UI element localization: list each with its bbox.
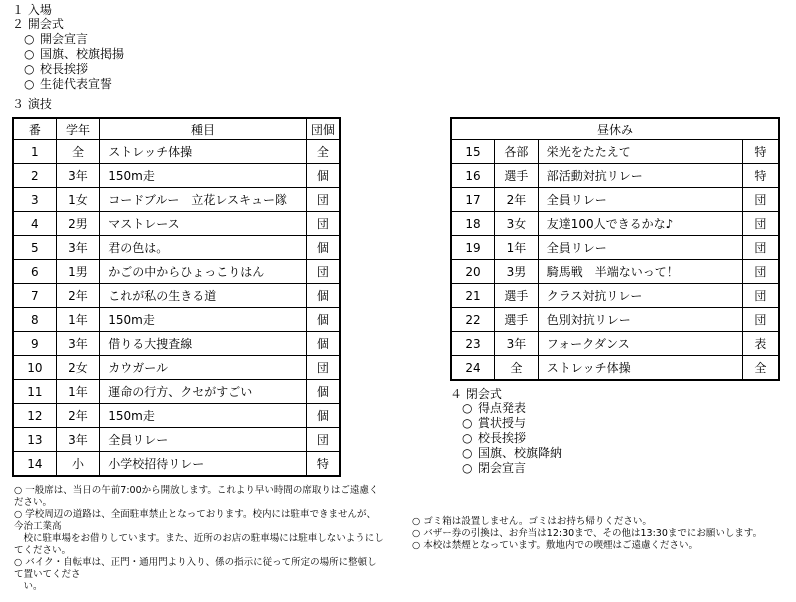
cell-event: ストレッチ体操 — [538, 356, 742, 381]
cell-grade: 1年 — [56, 380, 99, 404]
cell-number: 5 — [13, 236, 56, 260]
cell-type: 団 — [742, 212, 779, 236]
cell-event: カウガール — [100, 356, 306, 380]
cell-grade: 選手 — [495, 308, 539, 332]
cell-event: 全員リレー — [100, 428, 306, 452]
cell-number: 4 — [13, 212, 56, 236]
section-opening: ２ 開会式 — [12, 17, 64, 31]
cell-type: 個 — [306, 308, 340, 332]
list-item: ○ 開会宣言 — [24, 32, 89, 46]
table-row — [13, 284, 340, 308]
cell-type: 団 — [742, 308, 779, 332]
table-row — [451, 188, 779, 212]
cell-event: 騎馬戦 半端ないって！ — [538, 260, 742, 284]
cell-type: 特 — [742, 140, 779, 164]
table-row — [451, 284, 779, 308]
header-grade: 学年 — [56, 118, 99, 140]
cell-event: 色別対抗リレー — [538, 308, 742, 332]
table-row — [13, 260, 340, 284]
cell-type: 個 — [306, 404, 340, 428]
table-row — [13, 308, 340, 332]
table-row — [451, 140, 779, 164]
table-row — [451, 356, 779, 381]
table-row — [13, 236, 340, 260]
cell-event: 君の色は。 — [100, 236, 306, 260]
cell-type: 団 — [306, 188, 340, 212]
cell-grade: 選手 — [495, 284, 539, 308]
notes-left — [14, 485, 384, 593]
cell-event: 栄光をたたえて — [538, 140, 742, 164]
header-type: 団個 — [306, 118, 340, 140]
cell-grade: 3年 — [56, 332, 99, 356]
list-item: ○ 国旗、校旗掲揚 — [24, 47, 125, 61]
cell-grade: 2年 — [56, 284, 99, 308]
cell-event: マストレース — [100, 212, 306, 236]
list-item: ○ 校長挨拶 — [462, 431, 527, 445]
cell-type: 個 — [306, 284, 340, 308]
cell-event: 小学校招待リレー — [100, 452, 306, 477]
cell-type: 個 — [306, 332, 340, 356]
table-row — [13, 380, 340, 404]
note: 校に駐車場をお借りしています。また、近所のお店の駐車場には駐車しないようにしてください。 — [14, 533, 384, 556]
table-row — [13, 164, 340, 188]
note: ○ 一般席は、当日の午前7:00から開放します。これより早い時間の席取りはご遠慮ください。 — [14, 485, 379, 508]
cell-grade: 3年 — [56, 236, 99, 260]
header-number: 番 — [13, 118, 56, 140]
table-row — [451, 212, 779, 236]
cell-grade: 1年 — [56, 308, 99, 332]
cell-type: 個 — [306, 236, 340, 260]
list-item: ○ 国旗、校旗降納 — [462, 446, 563, 460]
table-row — [451, 260, 779, 284]
cell-number: 10 — [13, 356, 56, 380]
cell-type: 個 — [306, 164, 340, 188]
cell-grade: 各部 — [495, 140, 539, 164]
cell-number: 11 — [13, 380, 56, 404]
table-header-row — [451, 118, 779, 140]
cell-event: 友達100人できるかな♪ — [538, 212, 742, 236]
note: ○ バザー券の引換は、お弁当は12:30まで、その他は13:30までにお願いします。 — [412, 528, 763, 539]
cell-grade: 3年 — [495, 332, 539, 356]
cell-grade: 2男 — [56, 212, 99, 236]
cell-type: 団 — [742, 236, 779, 260]
cell-number: 2 — [13, 164, 56, 188]
cell-type: 団 — [742, 260, 779, 284]
table-row — [13, 212, 340, 236]
cell-number: 24 — [451, 356, 495, 381]
opening-items-list — [24, 32, 124, 92]
cell-grade: 2年 — [56, 404, 99, 428]
table-row — [13, 404, 340, 428]
cell-event: 150m走 — [100, 404, 306, 428]
cell-type: 団 — [306, 356, 340, 380]
note: ○ バイク・自転車は、正門・通用門より入り、係の指示に従って所定の場所に整頓して置いてくださ — [14, 557, 377, 580]
table-row — [13, 332, 340, 356]
cell-grade: 3年 — [56, 428, 99, 452]
cell-event: クラス対抗リレー — [538, 284, 742, 308]
cell-grade: 3女 — [495, 212, 539, 236]
cell-type: 個 — [306, 380, 340, 404]
header-lunch-break: 昼休み — [451, 118, 779, 140]
cell-event: 借りる大捜査線 — [100, 332, 306, 356]
cell-type: 団 — [306, 212, 340, 236]
cell-event: フォークダンス — [538, 332, 742, 356]
cell-event: 運命の行方、クセがすごい — [100, 380, 306, 404]
table-row — [451, 332, 779, 356]
table-row — [451, 164, 779, 188]
cell-event: 150m走 — [100, 164, 306, 188]
cell-event: 部活動対抗リレー — [538, 164, 742, 188]
program-table-left — [12, 117, 341, 477]
cell-grade: 1男 — [56, 260, 99, 284]
list-item: ○ 生徒代表宣誓 — [24, 77, 113, 91]
cell-grade: 3男 — [495, 260, 539, 284]
table-header-row — [13, 118, 340, 140]
cell-number: 16 — [451, 164, 495, 188]
cell-event: コードブルー 立花レスキュー隊 — [100, 188, 306, 212]
cell-number: 9 — [13, 332, 56, 356]
cell-grade: 選手 — [495, 164, 539, 188]
cell-event: これが私の生きる道 — [100, 284, 306, 308]
cell-event: かごの中からひょっこりはん — [100, 260, 306, 284]
cell-grade: 全 — [495, 356, 539, 381]
table-row — [13, 452, 340, 477]
table-row — [13, 188, 340, 212]
cell-grade: 2年 — [495, 188, 539, 212]
table-row — [13, 140, 340, 164]
note: い。 — [14, 581, 43, 592]
cell-number: 7 — [13, 284, 56, 308]
cell-number: 22 — [451, 308, 495, 332]
cell-number: 21 — [451, 284, 495, 308]
list-item: ○ 閉会宣言 — [462, 461, 527, 475]
table-row — [451, 236, 779, 260]
program-table-right — [450, 117, 780, 381]
cell-grade: 小 — [56, 452, 99, 477]
cell-type: 表 — [742, 332, 779, 356]
section-entrance: １ 入場 — [12, 3, 52, 17]
cell-grade: 全 — [56, 140, 99, 164]
cell-grade: 1年 — [495, 236, 539, 260]
cell-type: 全 — [306, 140, 340, 164]
cell-type: 団 — [306, 428, 340, 452]
table-row — [13, 428, 340, 452]
cell-number: 14 — [13, 452, 56, 477]
section-closing: ４ 閉会式 — [450, 387, 502, 401]
list-item: ○ 賞状授与 — [462, 416, 527, 430]
cell-number: 1 — [13, 140, 56, 164]
list-item: ○ 校長挨拶 — [24, 62, 89, 76]
cell-event: ストレッチ体操 — [100, 140, 306, 164]
cell-type: 全 — [742, 356, 779, 381]
notes-right — [412, 516, 782, 552]
cell-type: 団 — [742, 284, 779, 308]
cell-type: 団 — [742, 188, 779, 212]
cell-number: 15 — [451, 140, 495, 164]
list-item: ○ 得点発表 — [462, 401, 527, 415]
cell-event: 全員リレー — [538, 236, 742, 260]
cell-grade: 1女 — [56, 188, 99, 212]
cell-number: 23 — [451, 332, 495, 356]
cell-number: 6 — [13, 260, 56, 284]
section-events: ３ 演技 — [12, 97, 52, 111]
cell-event: 150m走 — [100, 308, 306, 332]
note: ○ 学校周辺の道路は、全面駐車禁止となっております。校内には駐車できませんが、今治工業高 — [14, 509, 377, 532]
header-event: 種目 — [100, 118, 306, 140]
cell-type: 団 — [306, 260, 340, 284]
cell-grade: 2女 — [56, 356, 99, 380]
cell-grade: 3年 — [56, 164, 99, 188]
cell-number: 3 — [13, 188, 56, 212]
cell-type: 特 — [306, 452, 340, 477]
cell-type: 特 — [742, 164, 779, 188]
cell-event: 全員リレー — [538, 188, 742, 212]
cell-number: 13 — [13, 428, 56, 452]
cell-number: 8 — [13, 308, 56, 332]
cell-number: 17 — [451, 188, 495, 212]
note: ○ ゴミ箱は設置しません。ゴミはお持ち帰りください。 — [412, 516, 652, 527]
closing-items-list — [462, 401, 562, 476]
table-row — [451, 308, 779, 332]
cell-number: 18 — [451, 212, 495, 236]
table-row — [13, 356, 340, 380]
cell-number: 12 — [13, 404, 56, 428]
cell-number: 20 — [451, 260, 495, 284]
cell-number: 19 — [451, 236, 495, 260]
note: ○ 本校は禁煙となっています。敷地内での喫煙はご遠慮ください。 — [412, 540, 699, 551]
